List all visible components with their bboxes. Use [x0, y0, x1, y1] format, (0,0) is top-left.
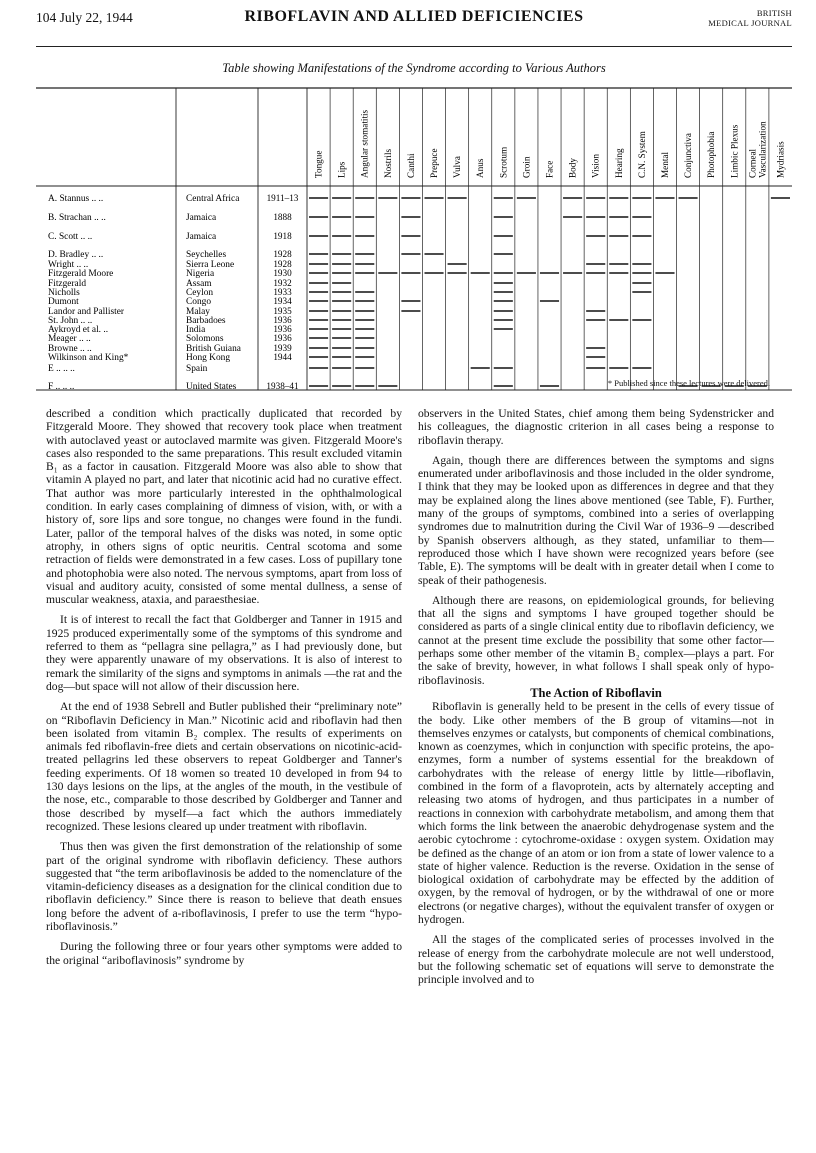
- row-place: Spain: [186, 364, 208, 374]
- column-header: Scrotum: [498, 146, 509, 178]
- table-footnote: * Published since these lectures were delivered.: [607, 378, 770, 388]
- row-place: British Guiana: [186, 344, 241, 354]
- row-place: Jamaica: [186, 232, 217, 242]
- row-author: B. Strachan .. ..: [48, 213, 106, 223]
- paragraph: It is of interest to recall the fact that Goldberger and Tanner in 1915 and 1925 produced experimentally some of the symptoms of this syndrome and referred to them as “pellagra sine pellagra,” as I had previously done, but they were apparently unaware of my observations. It is also of interest to remark the similarity of the signs and symptoms in animals —the rat and the dog—but space will not allow of their discussion here.: [46, 613, 402, 693]
- row-author: Landor and Pallister: [48, 307, 125, 317]
- paragraph: Although there are reasons, on epidemiological grounds, for believing that all the signs and symptoms I have grouped together should be considered as parts of a single clinical entity due to riboflavin deficiency, we cannot at the present time exclude the possibility that some other factor—perhaps some other member of the vitamin B₂ complex—plays a part. For the sake of brevity, however, in what follows I shall speak only of hypo-riboflavinosis.: [418, 593, 774, 687]
- row-author: Meager .. ..: [48, 334, 91, 344]
- row-year: 1928: [273, 249, 292, 259]
- row-place: United States: [186, 382, 237, 392]
- row-year: 1934: [273, 296, 292, 306]
- row-author: E .. .. ..: [48, 364, 75, 374]
- row-year: 1918: [273, 231, 292, 241]
- paragraph: Riboflavin is generally held to be present in the cells of every tissue of the body. Like other members of the B group of vitamins—not in themselves enzymes or catalysts, but components of chemical combinations, known as coenzymes, which in conjunction with specific proteins, the apo-enzymes, form a number of systems essential for the breakdown of carbohydrates with the release of energy little by little—riboflavin, combined in the form of a flavoprotein, acts by alternately accepting and releasing two atoms of hydrogen, and thus participates in a number of reactions in connexion with carbohydrate metabolism, and among them that which forms the link between the anaerobic dehydrogenase system and the aerobic cytochrome : cytochrome-oxidase : oxygen system. Oxidation may be defined as the change of an atom or ion from a state of lower valence to a state of higher valence. Reduction is the reverse. Oxidation in the sense of biological oxidation of carbohydrate may be effected by the addition of oxygen, by the removal of hydrogen, or by the withdrawal of one or more electrons (or negative charges), without the equivalent transfer of oxygen or hydrogen.: [418, 700, 774, 926]
- column-header: Vulva: [452, 156, 463, 178]
- row-place: Ceylon: [186, 288, 214, 298]
- column-header: Anus: [475, 158, 486, 178]
- column-header: Photophobia: [706, 131, 717, 178]
- row-year: 1911–13: [266, 193, 299, 203]
- column-header: Limbic Plexus: [729, 124, 740, 178]
- column-header: Nostrils: [382, 148, 393, 178]
- row-year: 1944: [273, 352, 292, 362]
- paragraph: described a condition which practically duplicated that recorded by Fitzgerald Moore. They showed that recovery took place when treatment with autoclaved yeast or autoclaved marmite was given. Fitzgerald Moore's cases also responded to the same preparations. This result excluded vitamin B₁ as a factor in causation. Fitzgerald Moore was also able to show that vitamin A played no part, and later that nicotinic acid had no curative effect. That author was more particularly interested in the ophthalmological condition. In early cases complaining of dimness of vision, with, or with a history of, sore lips and sore tongue, no changes were found in the fundi. Later, pallor of the temporal halves of the disks was noted, in some optic atrophy, in others signs of optic neuritis. Central scotoma and some retraction of fields were demonstrated in a few cases. Loss of pupillary tone and photophobia were also noted. The nervous symptoms, apart from loss of visual and auditory acuity, consisted of some mental dullness, a sense of muscular weakness, ataxia, and paraesthesiae.: [46, 407, 402, 607]
- page-number-date: 104 July 22, 1944: [36, 10, 133, 25]
- row-author: St. John .. ..: [48, 316, 93, 326]
- paragraph: At the end of 1938 Sebrell and Butler published their “preliminary note” on “Riboflavin Deficiency in Man.” Nicotinic acid and riboflavin had then been isolated from vitamin B₂ complex. The results of experiments on animals fed riboflavin-free diets and certain observations on nicotinic-acid-treated pellagrins led these observers to repeat Goldberger and Tanner's feeding experiments. Of 18 women so treated 10 developed in from 94 to 130 days lesions on the lips, at the angles of the mouth, in the vestibule of the nose, etc., comparable to those described by Goldberger and Tanner and those described by myself—a fact which the authors immediately recognized. These lesions cleared up under treatment with riboflavin.: [46, 700, 402, 833]
- row-place: India: [186, 325, 206, 335]
- column-header: Tongue: [313, 150, 324, 178]
- column-header: Lips: [336, 161, 347, 178]
- row-place: Barbadoes: [186, 316, 226, 326]
- row-author: Nicholls: [48, 288, 80, 298]
- column-header: Prepuce: [429, 148, 440, 178]
- row-author: F .. .. ..: [48, 382, 75, 392]
- row-author: Aykroyd et al. ..: [48, 325, 109, 335]
- row-place: Seychelles: [186, 250, 227, 260]
- row-author: A. Stannus .. ..: [48, 194, 104, 204]
- row-author: D. Bradley .. ..: [48, 250, 104, 260]
- column-header: Hearing: [613, 148, 624, 178]
- column-header: Mydriasis: [775, 141, 786, 178]
- row-year: 1936: [273, 324, 292, 334]
- paragraph: All the stages of the complicated series of processes involved in the release of energy from the carbohydrate molecule are not well understood, but the following schematic set of equations will serve to demonstrate the principle involved and to: [418, 933, 774, 987]
- row-year: 1936: [273, 315, 292, 325]
- paragraph: Again, though there are differences between the symptoms and signs enumerated under ariboflavinosis and those included in the older syndrome, I think that they may be looked upon as differences in degree and that they may be explained along the lines above mentioned (see Table, F). Further, many of the groups of symptoms, combined into a series of overlapping syndromes due to malnutrition during the Civil War of 1936–9 —described by Spanish observers although, as they stated, unfamiliar to them—reproduced those which I have shown were recognized years before (see Table, E). The symptoms will be dealt with in greater detail when I come to speak of their pathogenesis.: [418, 453, 774, 587]
- journal-name-line1: BRITISH: [756, 8, 792, 18]
- manifestations-table: [0, 0, 816, 400]
- row-author: Browne .. ..: [48, 344, 92, 354]
- row-place: Malay: [186, 307, 210, 317]
- row-place: Jamaica: [186, 213, 217, 223]
- row-place: Solomons: [186, 334, 224, 344]
- row-place: Sierra Leone: [186, 260, 235, 270]
- column-header: Vascularization: [757, 121, 768, 178]
- journal-name-line2: MEDICAL JOURNAL: [708, 18, 792, 28]
- running-title: RIBOFLAVIN AND ALLIED DEFICIENCIES: [244, 8, 584, 25]
- row-author: Wright .. ..: [48, 260, 89, 270]
- row-author: Fitzgerald Moore: [48, 269, 114, 279]
- column-header: Mental: [659, 151, 670, 178]
- row-year: 1928: [273, 259, 292, 269]
- row-year: 1888: [273, 212, 292, 222]
- row-year: 1932: [273, 278, 292, 288]
- row-place: Nigeria: [186, 269, 215, 279]
- row-year: 1933: [273, 287, 292, 297]
- column-header: Angular stomatitis: [359, 109, 370, 178]
- column-header: Body: [567, 158, 578, 178]
- column-header: Conjunctiva: [683, 133, 694, 178]
- left-text-column: [46, 407, 402, 967]
- right-text-column: [418, 407, 774, 986]
- column-header: Groin: [521, 156, 532, 178]
- row-year: 1930: [273, 268, 292, 278]
- column-header: C.N. System: [636, 131, 647, 178]
- table-caption: Table showing Manifestations of the Syndrome according to Various Authors: [222, 61, 606, 75]
- paragraph: observers in the United States, chief among them being Sydenstricker and his colleagues, the diagnostic criterion in all cases being a response to riboflavin therapy.: [418, 407, 774, 447]
- row-author: Dumont: [48, 297, 79, 307]
- row-author: C. Scott .. ..: [48, 232, 93, 242]
- paragraph: Thus then was given the first demonstration of the relationship of some part of the original syndrome with riboflavin deficiency. These authors suggested that “the term ariboflavinosis be added to the nomenclature of the vitamin-deficiency diseases as a designation for the clinical condition due to riboflavin deficiency.” Since there is reason to believe that death ensues long before the advent of a-riboflavinosis, I prefer to use the term “hypo-riboflavinosis.”: [46, 840, 402, 933]
- row-year: 1939: [273, 343, 292, 353]
- column-header: Corneal: [747, 148, 758, 178]
- row-author: Wilkinson and King*: [48, 353, 129, 363]
- row-year: 1936: [273, 333, 292, 343]
- row-author: Fitzgerald: [48, 279, 87, 289]
- column-header: Canthi: [405, 153, 416, 178]
- column-header: Vision: [590, 154, 601, 178]
- row-place: Assam: [186, 279, 212, 289]
- row-place: Central Africa: [186, 194, 240, 204]
- row-year: 1935: [273, 306, 292, 316]
- column-header: Face: [544, 160, 555, 178]
- section-heading: The Action of Riboflavin: [530, 685, 662, 700]
- row-year: 1938–41: [266, 381, 299, 391]
- paragraph: During the following three or four years other symptoms were added to the original “ariboflavinosis” syndrome by: [46, 940, 402, 967]
- row-place: Hong Kong: [186, 353, 231, 363]
- row-place: Congo: [186, 297, 212, 307]
